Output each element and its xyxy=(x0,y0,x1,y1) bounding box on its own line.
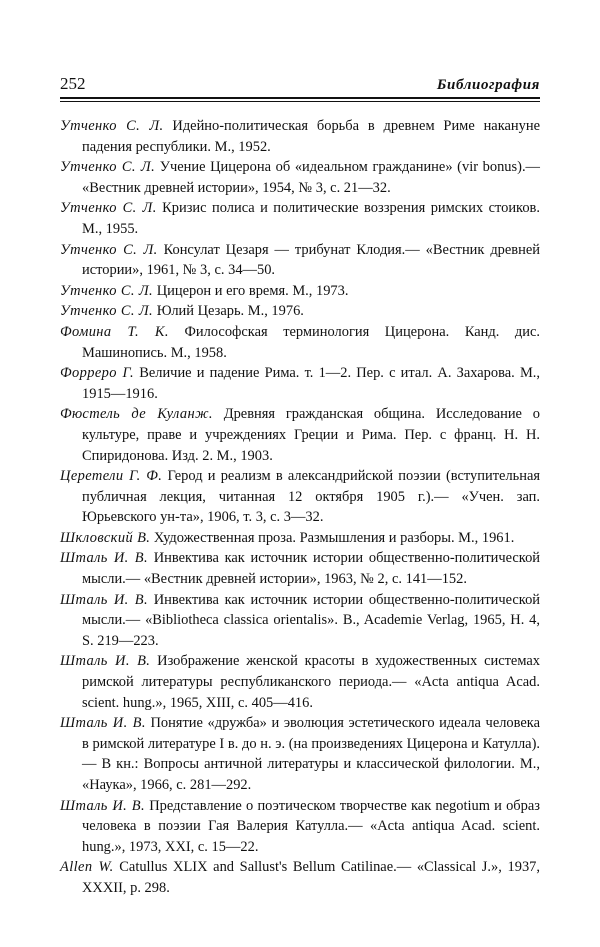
entry-text: Древняя гражданская община. Исследование о культуре, праве и учреждениях Греции и Рима. Пер. с франц. Н. Н. Спиридонова. Изд. 2. М., 1903. xyxy=(82,406,540,464)
entry-text: Представление о поэтическом творчестве как negotium и образ человека в поэзии Гая Валерия Катулла.— «Acta antiqua Acad. scient. hung.», 1973, XXI, с. 15—22. xyxy=(82,797,540,855)
entry-author: Шталь И. В. xyxy=(60,797,146,814)
entry-author: Утченко С. Л. xyxy=(60,241,158,258)
bibliography-entry xyxy=(60,198,540,239)
bibliography-entry xyxy=(60,857,540,898)
header-rule-thin xyxy=(60,101,540,102)
entry-author: Утченко С. Л. xyxy=(60,200,157,217)
entry-text: Герод и реализм в александрийской поэзии (вступительная публичная лекция, читанная 12 октября 1905 г.).— «Учен. зап. Юрьевского ун-та», 1906, т. 3, с. 3—32. xyxy=(82,468,541,526)
bibliography-entry xyxy=(60,713,540,795)
bibliography-entry xyxy=(60,363,540,404)
entry-author: Фюстель де Куланж. xyxy=(60,406,213,423)
page-header xyxy=(60,74,540,98)
bibliography-entry xyxy=(60,322,540,363)
entry-author: Шталь И. В. xyxy=(60,715,146,732)
header-rule xyxy=(60,97,540,99)
bibliography-entry xyxy=(60,466,540,528)
entry-text: Цицерон и его время. М., 1973. xyxy=(156,282,349,299)
entry-text: Величие и падение Рима. т. 1—2. Пер. с итал. А. Захарова. М., 1915—1916. xyxy=(82,365,540,402)
bibliography-entry xyxy=(60,548,540,589)
entry-author: Шкловский В. xyxy=(60,529,151,546)
entry-text: Художественная проза. Размышления и разборы. М., 1961. xyxy=(153,529,515,546)
bibliography-entry xyxy=(60,590,540,652)
bibliography-list xyxy=(60,116,540,899)
entry-text: Учение Цицерона об «идеальном гражданине» (vir bonus).— «Вестник древней истории», 1954, № 3, с. 21—32. xyxy=(82,159,540,196)
bibliography-entry xyxy=(60,404,540,466)
entry-text: Изображение женской красоты в художественных системах римской литературы республиканского периода.— «Acta antiqua Acad. scient. hung.», 1965, XIII, с. 405—416. xyxy=(82,653,540,711)
entry-text: Понятие «дружба» и эволюция эстетического идеала человека в римской литературе I в. до н. э. (на произведениях Цицерона и Катулла).— В кн.: Вопросы античной литературы и классической филологии. М., «Наука», 1966, с. 281—292. xyxy=(82,715,540,793)
entry-author: Утченко С. Л. xyxy=(60,282,154,299)
entry-author: Шталь И. В. xyxy=(60,550,148,567)
bibliography-entry xyxy=(60,528,540,549)
bibliography-entry xyxy=(60,301,540,322)
entry-author: Утченко С. Л. xyxy=(60,118,164,134)
bibliography-entry xyxy=(60,281,540,302)
entry-author: Шталь И. В. xyxy=(60,591,148,608)
entry-author: Утченко С. Л. xyxy=(60,303,154,320)
entry-text: Философская терминология Цицерона. Канд. дис. Машинопись. М., 1958. xyxy=(82,323,540,361)
entry-text: Кризис полиса и политические воззрения римских стоиков. М., 1955. xyxy=(82,200,540,237)
bibliography-entry xyxy=(60,796,540,858)
entry-text: Инвектива как источник истории общественно-политической мысли.— «Bibliotheca classica orientalis». B., Academie Verlag, 1965, H. 4, S. 219—223. xyxy=(82,591,541,649)
entry-author: Церетели Г. Ф. xyxy=(60,468,163,485)
entry-text: Инвектива как источник истории общественно-политической мысли.— «Вестник древней истории», 1963, № 2, с. 141—152. xyxy=(82,550,541,588)
bibliography-entry xyxy=(60,651,540,713)
page-number: 252 xyxy=(60,74,86,93)
entry-author: Allen W. xyxy=(60,859,114,876)
entry-author: Форреро Г. xyxy=(60,365,135,382)
entry-author: Утченко С. Л. xyxy=(60,159,156,176)
entry-author: Шталь И. В. xyxy=(60,653,151,670)
entry-text: Идейно-политическая борьба в древнем Риме накануне падения республики. М., 1952. xyxy=(82,118,540,155)
entry-text: Консулат Цезаря — трибунат Клодия.— «Вестник древней истории», 1961, № 3, с. 34—50. xyxy=(82,241,540,279)
entry-text: Юлий Цезарь. М., 1976. xyxy=(156,303,304,320)
bibliography-entry xyxy=(60,157,540,198)
entry-author: Фомина Т. К. xyxy=(60,323,169,340)
bibliography-entry xyxy=(60,116,540,157)
bibliography-entry xyxy=(60,240,540,281)
running-title: Библиография xyxy=(436,77,540,93)
entry-text: Catullus XLIX and Sallust's Bellum Catilinae.— «Classical J.», 1937, XXXII, p. 298. xyxy=(82,859,540,896)
